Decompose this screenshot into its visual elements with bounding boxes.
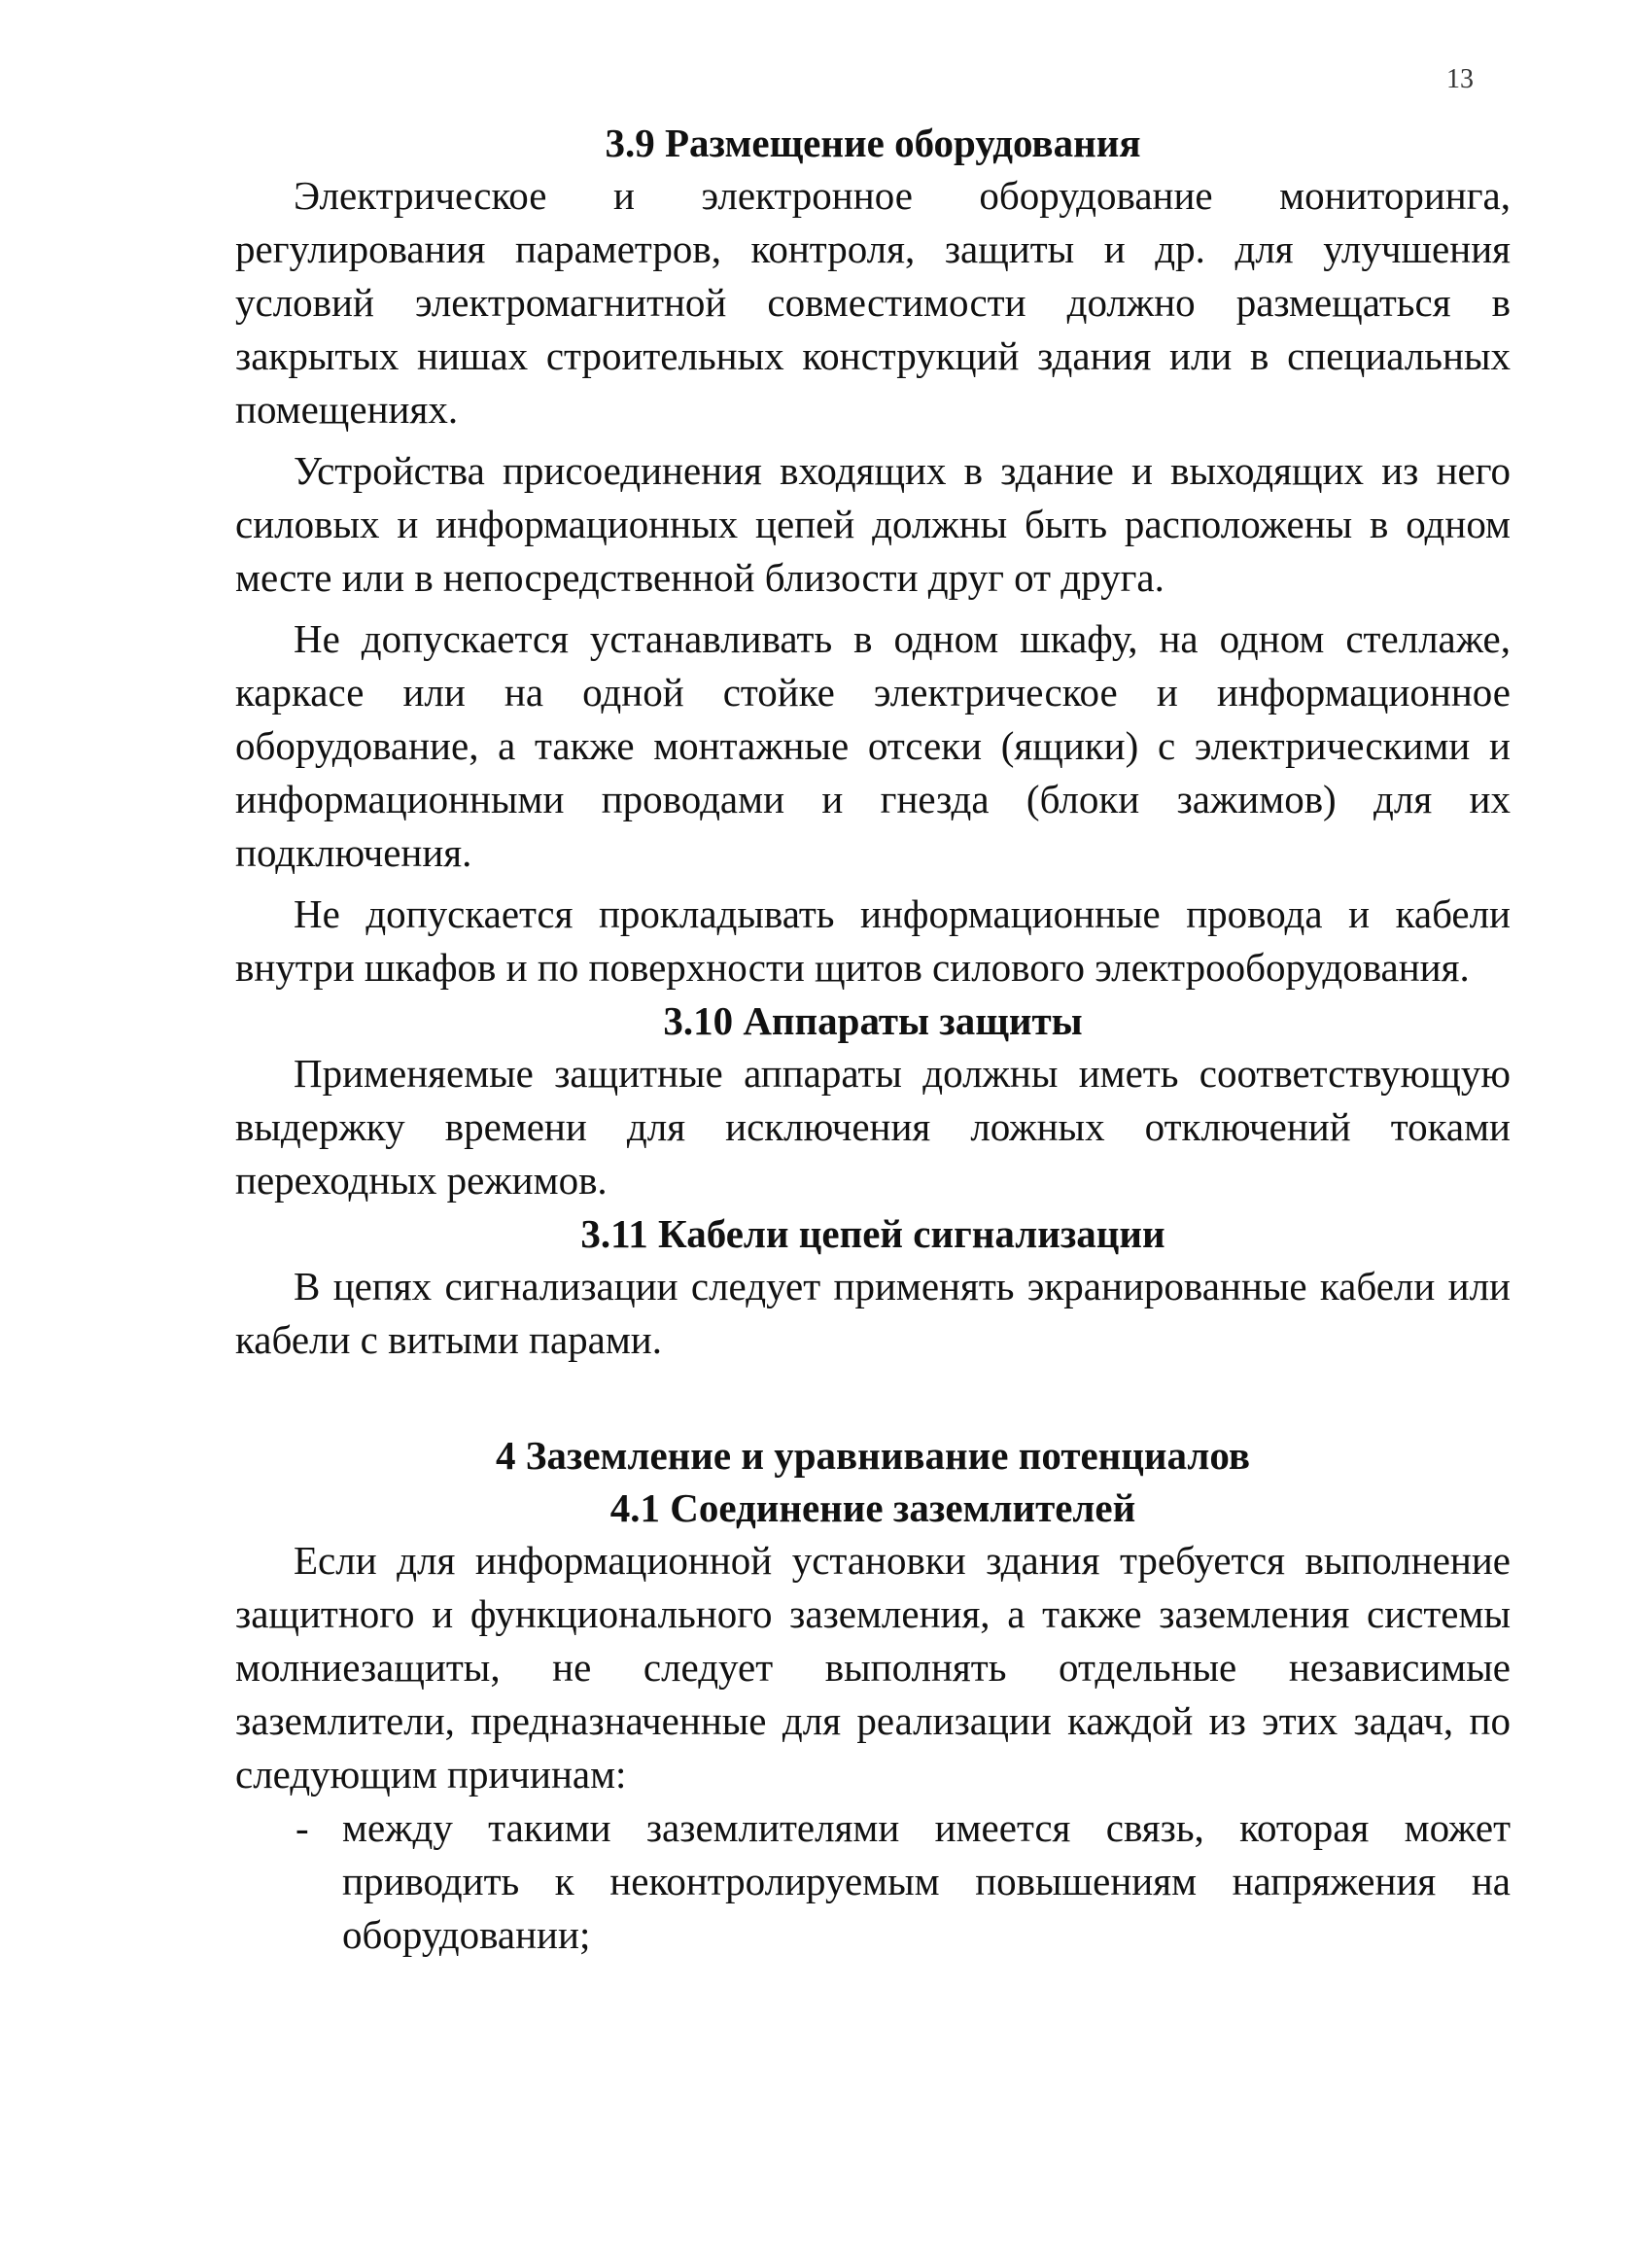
paragraph: Электрическое и электронное оборудование мониторинга, регулирования параметров, контроля, защиты и др. для улучшения условий электромагнитной совместимости должно размещаться в закрытых нишах строительных конструкций здания или в специальных помещениях. — [235, 173, 1511, 432]
section-heading-3-9: 3.9 Размещение оборудования — [605, 121, 1141, 165]
list-item — [235, 1801, 1511, 1962]
list-bullet-dash: - — [296, 1805, 309, 1850]
paragraph: Не допускается прокладывать информационные провода и кабели внутри шкафов и по поверхности щитов силового электрооборудования. — [235, 891, 1511, 990]
paragraph: Устройства присоединения входящих в здание и выходящих из него силовых и информационных цепей должны быть расположены в одном месте или в непосредственной близости друг от друга. — [235, 448, 1511, 600]
list-item-text: между такими заземлителями имеется связь, которая может приводить к неконтролируемым повышениям напряжения на оборудовании; — [342, 1805, 1511, 1957]
section-heading-3-10: 3.10 Аппараты защиты — [663, 998, 1083, 1043]
chapter-heading-4: 4 Заземление и уравнивание потенциалов — [495, 1433, 1251, 1478]
paragraph: В цепях сигнализации следует применять экранированные кабели или кабели с витыми парами. — [235, 1264, 1511, 1362]
page-content — [235, 117, 1511, 1962]
paragraph: Не допускается устанавливать в одном шкафу, на одном стеллаже, каркасе или на одной стойке электрическое и информационное оборудование, а также монтажные отсеки (ящики) с электрическими и информационными проводами и гнезда (блоки зажимов) для их подключения. — [235, 616, 1511, 875]
paragraph: Применяемые защитные аппараты должны иметь соответствующую выдержку времени для исключения ложных отключений токами переходных режимов. — [235, 1051, 1511, 1203]
section-heading-3-11: 3.11 Кабели цепей сигнализации — [580, 1211, 1165, 1256]
page-number: 13 — [1446, 64, 1474, 94]
section-heading-4-1: 4.1 Соединение заземлителей — [609, 1485, 1136, 1530]
paragraph: Если для информационной установки здания требуется выполнение защитного и функционального заземления, а также заземления системы молниезащиты, не следует выполнять отдельные независимые заземлители, предназначенные для реализации каждой из этих задач, по следующим причинам: — [235, 1538, 1511, 1797]
reasons-list — [235, 1801, 1511, 1962]
